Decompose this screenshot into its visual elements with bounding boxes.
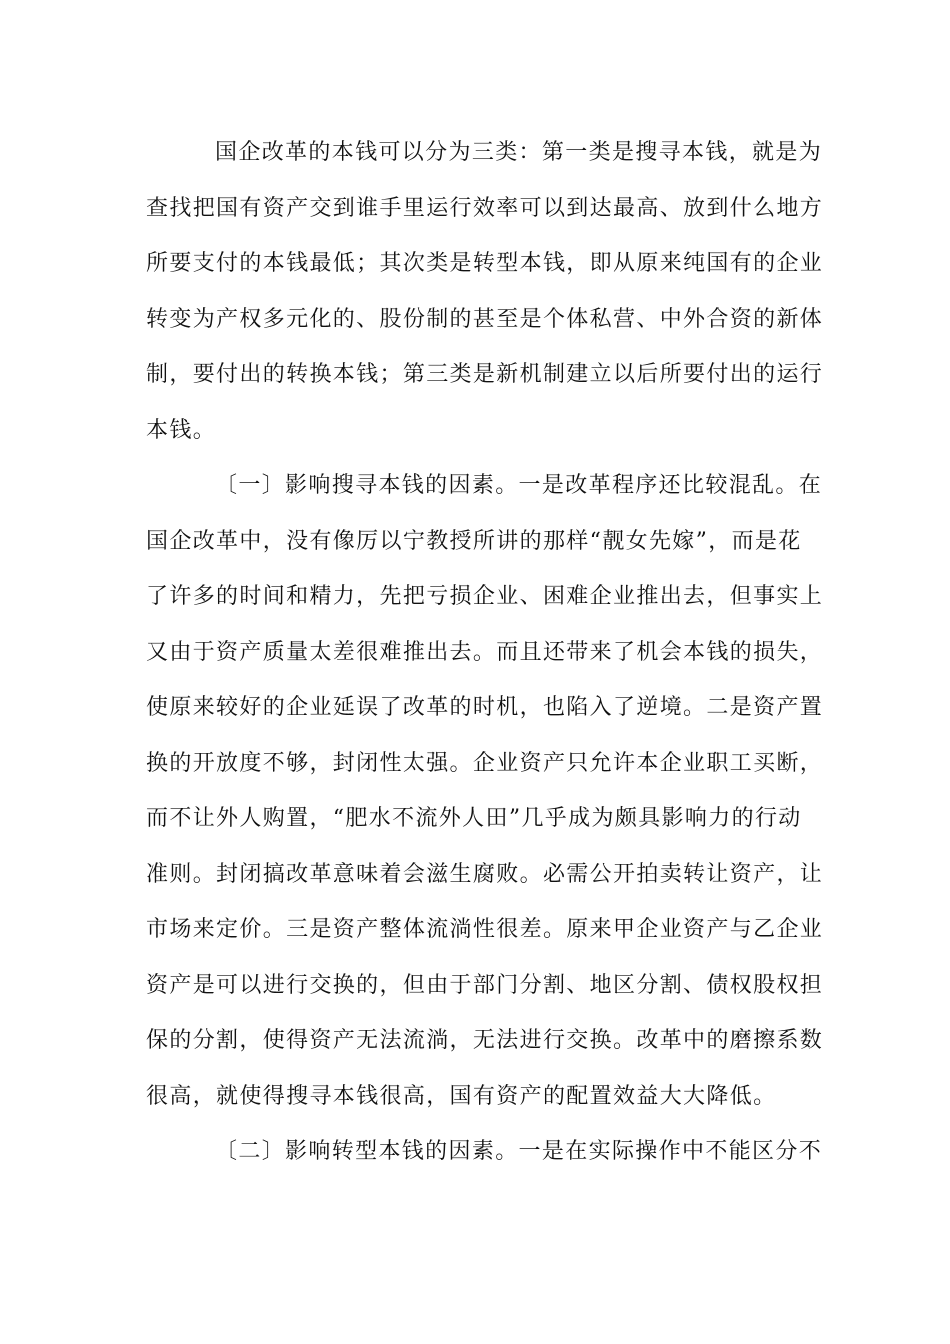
paragraph-3-line-1: 〔二〕影响转型本钱的因素。一是在实际操作中不能区分不	[215, 1139, 823, 1164]
paragraph-2-line-9: 市场来定价。三是资产整体流淌性很差。原来甲企业资产与乙企业	[146, 917, 824, 942]
paragraph-1-line-2: 查找把国有资产交到谁手里运行效率可以到达最高、放到什么地方	[146, 195, 824, 221]
paragraph-2-line-4: 又由于资产质量太差很难推出去。而且还带来了机会本钱的损失，	[146, 639, 824, 665]
paragraph-1-line-5: 制，要付出的转换本钱；第三类是新机制建立以后所要付出的运行	[146, 362, 824, 387]
body-text	[146, 132, 824, 1187]
paragraph-2-line-11: 保的分割，使得资产无法流淌，无法进行交换。改革中的磨擦系数	[146, 1028, 824, 1053]
paragraph-2-line-5: 使原来较好的企业延误了改革的时机，也陷入了逆境。二是资产置	[146, 695, 824, 720]
paragraph-2-line-12: 很高，就使得搜寻本钱很高，国有资产的配置效益大大降低。	[146, 1083, 777, 1109]
paragraph-2-line-3: 了许多的时间和精力，先把亏损企业、困难企业推出去，但事实上	[146, 584, 824, 609]
paragraph-1-line-3: 所要支付的本钱最低；其次类是转型本钱，即从原来纯国有的企业	[146, 251, 824, 276]
paragraph-2-line-6: 换的开放度不够，封闭性太强。企业资产只允许本企业职工买断，	[146, 750, 824, 776]
paragraph-2-line-10: 资产是可以进行交换的，但由于部门分割、地区分割、债权股权担	[146, 972, 824, 998]
paragraph-2-line-1: 〔一〕影响搜寻本钱的因素。一是改革程序还比较混乱。在	[215, 473, 823, 498]
paragraph-2-line-2: 国企改革中，没有像厉以宁教授所讲的那样“靓女先嫁”，而是花	[146, 528, 802, 554]
paragraph-1-line-6: 本钱。	[146, 417, 217, 443]
paragraph-1-line-4: 转变为产权多元化的、股份制的甚至是个体私营、中外合资的新体	[146, 306, 824, 332]
paragraph-1-line-1: 国企改革的本钱可以分为三类：第一类是搜寻本钱，就是为	[215, 140, 823, 165]
paragraph-2-line-8: 准则。封闭搞改革意味着会滋生腐败。必需公开拍卖转让资产，让	[146, 861, 824, 887]
paragraph-2-line-7: 而不让外人购置，“肥水不流外人田”几乎成为颇具影响力的行动	[146, 806, 802, 831]
